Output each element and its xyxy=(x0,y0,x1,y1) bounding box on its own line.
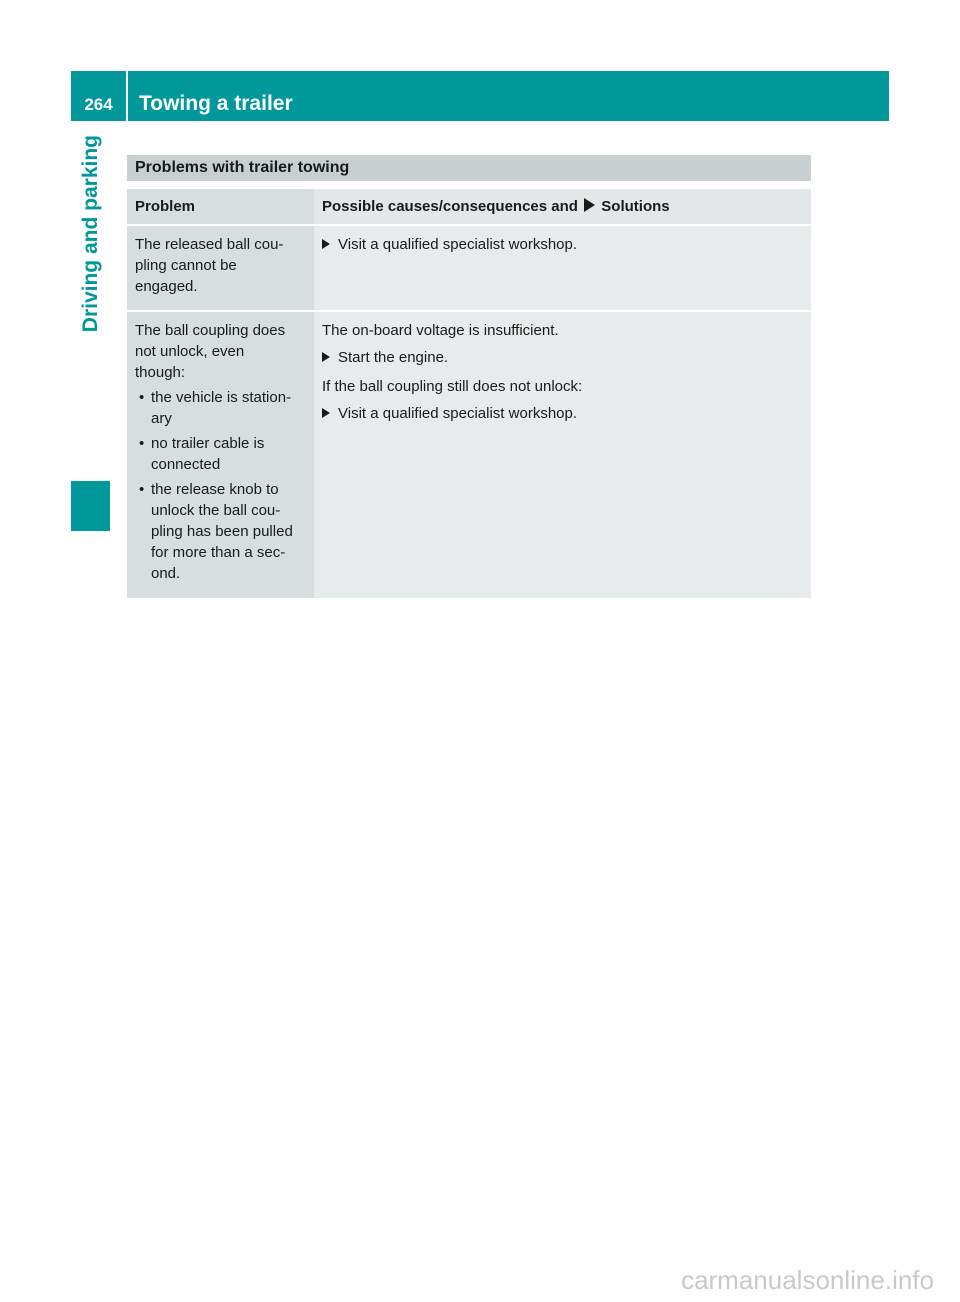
table-row xyxy=(127,311,811,598)
page-number: 264 xyxy=(84,95,113,114)
header-solutions-suffix: Solutions xyxy=(601,198,670,215)
action-step-text: Visit a qualified specialist workshop. xyxy=(338,236,578,253)
side-tab-label: Driving and parking xyxy=(78,135,102,333)
action-step-text: Start the engine. xyxy=(338,349,449,366)
problem-cell xyxy=(127,311,314,598)
header-problem: Problem xyxy=(127,189,314,225)
arrow-icon xyxy=(322,408,330,418)
arrow-icon xyxy=(322,352,330,362)
problem-text: The released ball cou- pling cannot be engaged. xyxy=(135,236,284,295)
cause-text: The on-board voltage is insufficient. xyxy=(322,322,559,339)
header-solutions-prefix: Possible causes/consequences and xyxy=(322,198,578,215)
section-title: Problems with trailer towing xyxy=(127,155,811,181)
arrow-icon xyxy=(322,239,330,249)
action-step xyxy=(322,347,803,368)
action-step xyxy=(322,234,803,255)
solution-cell xyxy=(314,311,811,598)
header-solutions xyxy=(314,189,811,225)
condition-text: If the ball coupling still does not unlock: xyxy=(322,378,583,395)
side-tab-marker xyxy=(71,481,110,531)
watermark: carmanualsonline.info xyxy=(681,1265,934,1295)
action-step xyxy=(322,403,803,424)
list-item: • no trailer cable is connected xyxy=(135,433,306,475)
table-row xyxy=(127,225,811,311)
action-step-text: Visit a qualified specialist workshop. xyxy=(338,405,578,422)
condition-list xyxy=(135,387,306,584)
problem-text: The ball coupling does not unlock, even though: xyxy=(135,322,286,381)
header-divider xyxy=(126,71,128,121)
list-item: • the vehicle is station- ary xyxy=(135,387,306,429)
side-tab xyxy=(71,131,110,471)
problem-cell xyxy=(127,225,314,311)
troubleshooting-table xyxy=(127,189,811,598)
solution-cell xyxy=(314,225,811,311)
chapter-title: Towing a trailer xyxy=(139,92,293,115)
table-header-row xyxy=(127,189,811,225)
arrow-icon xyxy=(584,198,595,212)
list-item: • the release knob to unlock the ball cou- pling has been pulled for more than a sec- ond. xyxy=(135,479,306,584)
